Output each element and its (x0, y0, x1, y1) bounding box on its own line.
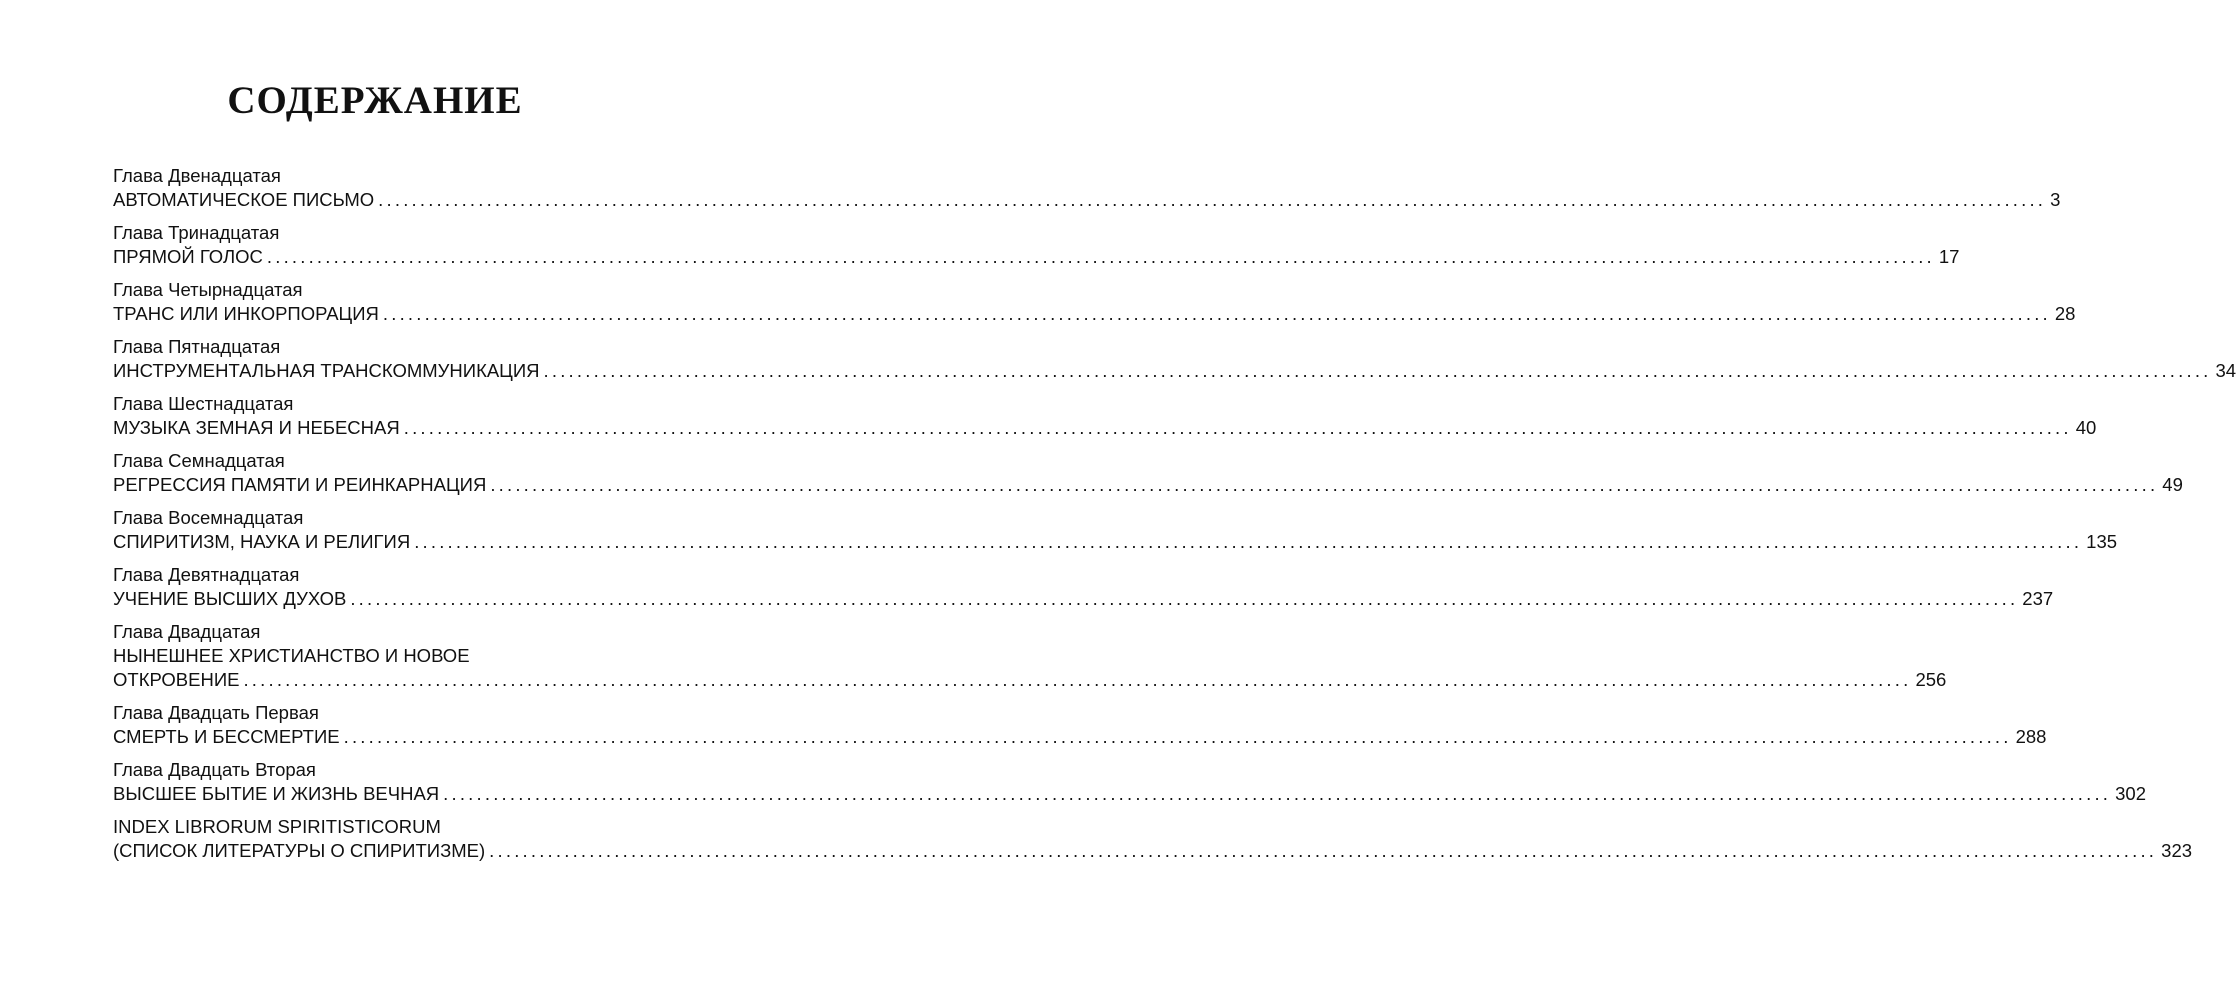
dot-leader: ........................................................................................................................................................................................................ (403, 417, 2072, 438)
chapter-title: ПРЯМОЙ ГОЛОС (113, 246, 263, 267)
toc-entry[interactable] (113, 392, 2097, 440)
dot-leader: ........................................................................................................................................................................................................ (543, 360, 2212, 381)
dot-leader: ........................................................................................................................................................................................................ (382, 303, 2051, 324)
chapter-title: СМЕРТЬ И БЕССМЕРТИЕ (113, 726, 340, 747)
chapter-title: ОТКРОВЕНИЕ (113, 669, 240, 690)
toc-entry[interactable] (113, 563, 2054, 611)
chapter-label: Глава Девятнадцатая (113, 564, 300, 585)
toc-entry[interactable] (113, 506, 2118, 554)
page-number: 323 (2161, 840, 2193, 861)
toc-entry[interactable] (113, 164, 2061, 212)
chapter-label: Глава Двадцать Первая (113, 702, 319, 723)
page-number: 302 (2115, 783, 2147, 804)
page-number: 256 (1915, 669, 1947, 690)
toc-entry[interactable] (113, 620, 1947, 692)
chapter-title: РЕГРЕССИЯ ПАМЯТИ И РЕИНКАРНАЦИЯ (113, 474, 487, 495)
chapter-label: Глава Четырнадцатая (113, 279, 303, 300)
chapter-title: СПИРИТИЗМ, НАУКА И РЕЛИГИЯ (113, 531, 411, 552)
chapter-label: Глава Семнадцатая (113, 450, 285, 471)
chapter-title-line: НЫНЕШНЕЕ ХРИСТИАНСТВО И НОВОЕ (113, 645, 470, 666)
toc-entry[interactable] (113, 449, 2183, 497)
toc-entry[interactable] (113, 335, 2236, 383)
chapter-title: МУЗЫКА ЗЕМНАЯ И НЕБЕСНАЯ (113, 417, 400, 438)
chapter-label: Глава Тринадцатая (113, 222, 280, 243)
chapter-label: Глава Двадцать Вторая (113, 759, 316, 780)
dot-leader: ........................................................................................................................................................................................................ (266, 246, 1935, 267)
chapter-title-row (113, 725, 2047, 749)
table-of-contents (113, 164, 2236, 872)
page-number: 17 (1938, 246, 1960, 267)
toc-entry[interactable] (113, 278, 2076, 326)
chapter-title: УЧЕНИЕ ВЫСШИХ ДУХОВ (113, 588, 347, 609)
chapter-title-row (113, 839, 2193, 863)
chapter-title: ВЫСШЕЕ БЫТИЕ И ЖИЗНЬ ВЕЧНАЯ (113, 783, 440, 804)
chapter-title: ТРАНС ИЛИ ИНКОРПОРАЦИЯ (113, 303, 379, 324)
toc-entry[interactable] (113, 701, 2047, 749)
page-number: 288 (2015, 726, 2047, 747)
page-number: 49 (2162, 474, 2183, 495)
dot-leader: ........................................................................................................................................................................................................ (243, 669, 1912, 690)
chapter-label: INDEX LIBRORUM SPIRITISTICORUM (113, 816, 441, 837)
chapter-title-row (113, 473, 2183, 497)
chapter-label: Глава Восемнадцатая (113, 507, 304, 528)
page-number: 28 (2054, 303, 2076, 324)
chapter-label: Глава Двадцатая (113, 621, 261, 642)
dot-leader: ........................................................................................................................................................................................................ (414, 531, 2083, 552)
dot-leader: ........................................................................................................................................................................................................ (378, 189, 2047, 210)
toc-entry[interactable] (113, 815, 2193, 863)
dot-leader: ........................................................................................................................................................................................................ (490, 474, 2159, 495)
dot-leader: ........................................................................................................................................................................................................ (489, 840, 2158, 861)
toc-entry[interactable] (113, 758, 2147, 806)
chapter-title-row (113, 668, 1947, 692)
chapter-title-row (113, 416, 2097, 440)
page-title: СОДЕРЖАНИЕ (227, 79, 523, 122)
chapter-label: Глава Пятнадцатая (113, 336, 281, 357)
chapter-label: Глава Двенадцатая (113, 165, 281, 186)
page-number: 3 (2050, 189, 2061, 210)
chapter-title-row (113, 359, 2236, 383)
chapter-title: (СПИСОК ЛИТЕРАТУРЫ О СПИРИТИЗМЕ) (113, 840, 486, 861)
chapter-title-row (113, 530, 2118, 554)
chapter-title-row (113, 782, 2147, 806)
page-number: 40 (2075, 417, 2097, 438)
page-number: 34 (2215, 360, 2236, 381)
chapter-title-row (113, 302, 2076, 326)
chapter-title-row (113, 587, 2054, 611)
chapter-title: АВТОМАТИЧЕСКОЕ ПИСЬМО (113, 189, 375, 210)
page-number: 135 (2086, 531, 2118, 552)
chapter-title-row (113, 188, 2061, 212)
chapter-label: Глава Шестнадцатая (113, 393, 294, 414)
dot-leader: ........................................................................................................................................................................................................ (343, 726, 2012, 747)
chapter-title: ИНСТРУМЕНТАЛЬНАЯ ТРАНСКОММУНИКАЦИЯ (113, 360, 540, 381)
dot-leader: ........................................................................................................................................................................................................ (443, 783, 2112, 804)
chapter-title-row (113, 245, 1960, 269)
toc-entry[interactable] (113, 221, 1960, 269)
dot-leader: ........................................................................................................................................................................................................ (350, 588, 2019, 609)
page-number: 237 (2022, 588, 2054, 609)
